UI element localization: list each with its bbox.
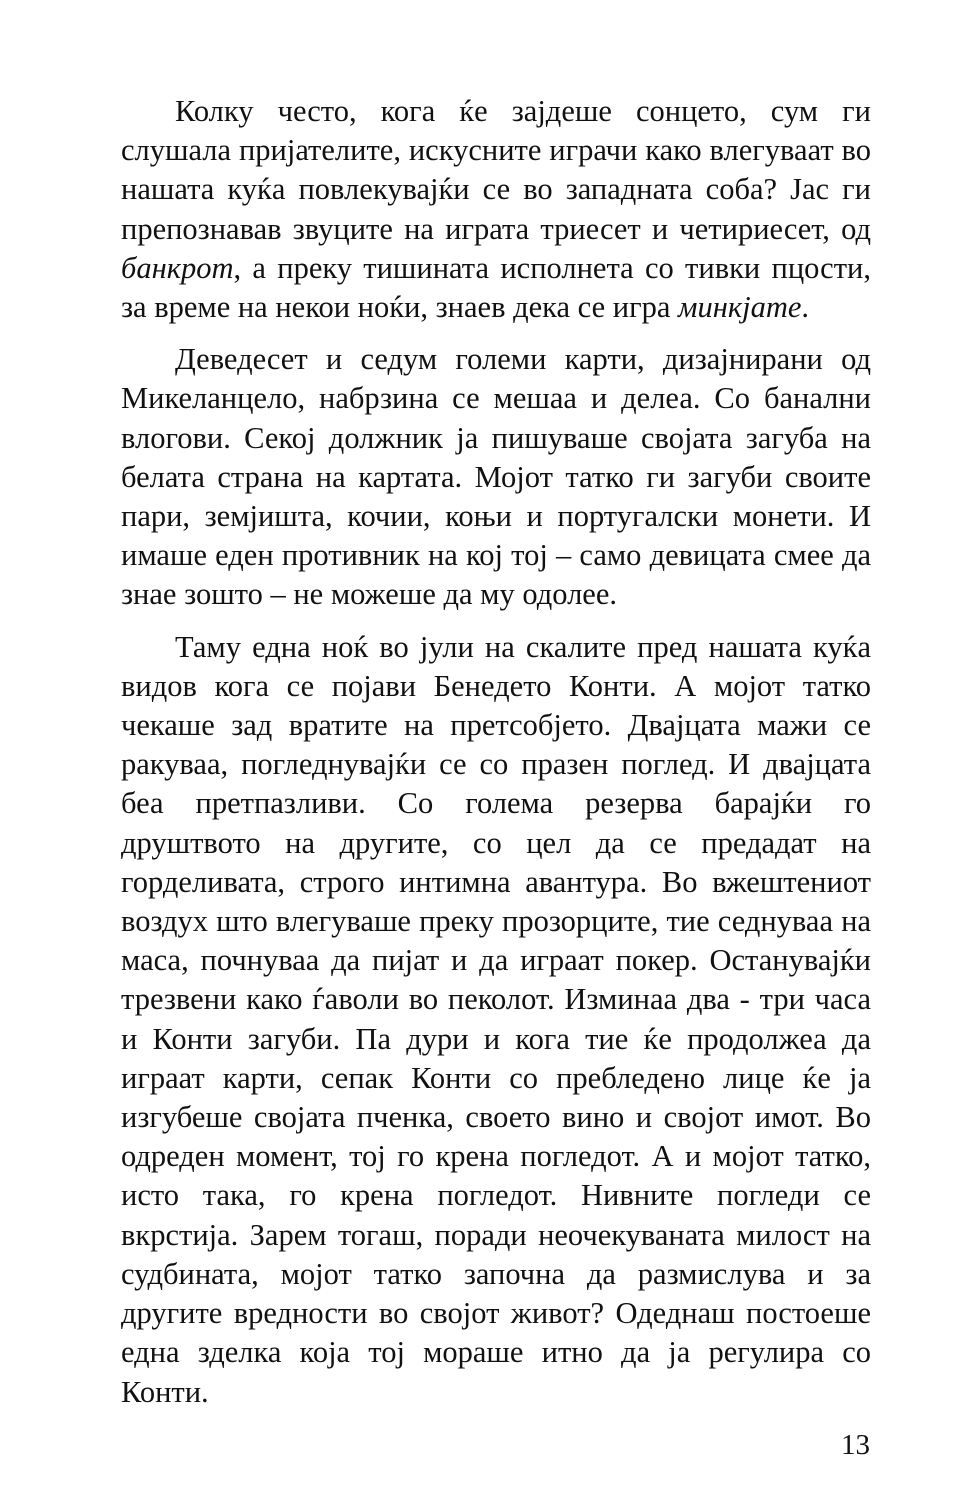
- body-text-column: [121, 92, 871, 1412]
- page-number: 13: [841, 1429, 870, 1461]
- emphasis-text: минкјате: [678, 290, 802, 325]
- paragraph-2: Деведесет и седум големи карти, дизајнирани од Микеланцело, набрзина се мешаа и делеа. Со банални влогови. Секој должник ја пишуваше својата загуба на белата страна на картата. Мојот татко ги загуби своите пари, земјишта, кочии, коњи и португалски монети. И имаше еден противник на кој тој – само девицата смее да знае зошто – не можеше да му одолее.: [121, 342, 871, 612]
- paragraph-3: Таму една ноќ во јули на скалите пред нашата куќа видов кога се појави Бенедето Конти. А мојот татко чекаше зад вратите на претсобјето. Двајцата мажи се ракуваа, погледнувајќи се со празен поглед. И двајцата беа претпазливи. Со голема резерва барајќи го друштвото на другите, со цел да се предадат на горделивата, строго интимна авантура. Во вжештениот воздух што влегуваше преку прозорците, тие седнуваа на маса, почнуваа да пијат и да играат покер. Останувајќи трезвени како ѓаволи во пеколот. Изминаа два - три часа и Конти загуби. Па дури и кога тие ќе продолжеа да играат карти, сепак Конти со пребледено лице ќе ја изгубеше својата пченка, своето вино и својот имот. Во одреден момент, тој го крена погледот. А и мојот татко, исто така, го крена погледот. Нивните погледи се вкрстија. Зарем тогаш, поради неочекуваната милост на судбината, мојот татко започна да размислува и за другите вредности во својот живот? Одеднаш постоеше една зделка која тој мораше итно да ја регулира со Конти.: [121, 629, 871, 1409]
- emphasis-text: банкрот: [121, 250, 234, 285]
- paragraph-1: Колку често, кога ќе зајдеше сонцето, сум ги слушала пријателите, искусните играчи како влегуваат во нашата куќа повлекувајќи се во западната соба? Јас ги препознавав звуците на играта триесет и четириесет, од банкрот, а преку тишината исполнета со тивки пцости, за време на некои ноќи, знаев дека се игра минкјате.: [121, 94, 871, 325]
